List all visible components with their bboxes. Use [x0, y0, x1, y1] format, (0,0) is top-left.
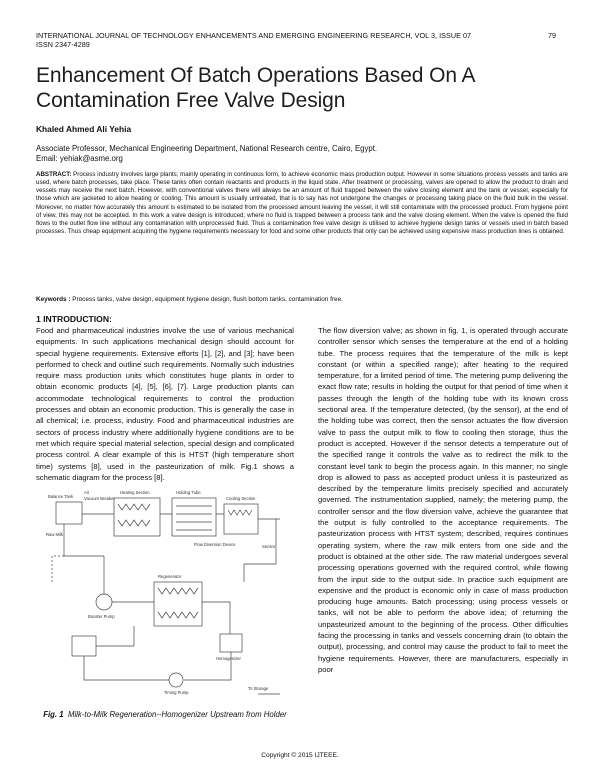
timing-pump-shape [169, 673, 183, 687]
figure-label: Cooling Section [226, 496, 256, 501]
section-heading: 1 INTRODUCTION: [36, 314, 112, 324]
figure-label: Regenerator [158, 574, 182, 579]
abstract [36, 171, 568, 236]
journal-header [36, 31, 556, 49]
author-name: Khaled Ahmed Ali Yehia [36, 124, 132, 134]
figure-diagram [44, 484, 292, 706]
abstract-text: Process industry involves large plants; mainly operating in continuous form, to achieve economic mass production output. However in some situations process vessels and tanks are used, where batch processes, take place. These tanks often contain reactants and products in the liquid state. After treatment or processing, valves are opened to allow the product to drain and vessels may receive the next batch. However, with conventional valves there will always be an amount of fluid trapped between the valve closing element and the tank or vessel, especially for those which are jacketed to allow heating or cooling. This amount is usually untreated, that is to say has not undergone the changes or processing taking place on the fluid bulk in the vessel. Moreover, no matter how accurately this amount is estimated to be isolated from the processed amount leaving the vessel, it will still contaminate with the processed product. From hygiene point of view, this may not be accepted. In this work a valve design is introduced; where no fluid is trapped between a process tank and the valve closing element. When the valve is opened the fluid flows to the outlet flow line without any contamination with unprocessed fluid. Thus a contamination free valve design is utilised to achieve hygiene design tanks or vessels used in batch based processes. Thus cheap equipment acquiring the hygiene requirements necessary for food and some other products that only can be achieved using expensive mass production lines is obtained. [36, 171, 568, 236]
pump-shape [96, 594, 112, 610]
journal-issn: ISSN 2347-4289 [36, 40, 90, 49]
figure-label: Homogenizer [216, 656, 241, 661]
figure-label: Raw Milk [46, 532, 63, 537]
balance-tank-shape [56, 502, 82, 524]
figure-label: Air [84, 490, 90, 495]
diversion-valve-shape [72, 636, 96, 656]
page-footer: Copyright © 2015 IJTEEE. [261, 752, 339, 759]
figure-caption [36, 710, 294, 720]
figure-label: Holding Tube [176, 490, 201, 495]
figure-label: Flow Diversion Device [194, 542, 236, 547]
figure-label: Booster Pump [88, 614, 115, 619]
cooling-section-shape [224, 504, 258, 534]
regenerator-shape [154, 582, 202, 626]
homogenizer-shape [220, 634, 242, 652]
abstract-label: ABSTRACT: [36, 171, 72, 178]
keywords [36, 296, 568, 304]
paper-title: Enhancement Of Batch Operations Based On A Contamination Free Valve Design [36, 64, 475, 112]
intro-right-column: The flow diversion valve; as shown in fig. 1, is operated through accurate controller sensor which senses the temperature at the end of a holding tube. The process requires that the temperature of the milk is kept constant (or within a specified range); after heating to the required temperature, for a limited period of time. The metering pump delivering the exact flow rate; results in holding the output for that period of time when it passes through the length of the holding tube with its known cross sectional area. If the temperature detected, (by the sensor), at the end of the holding tube was correct, then the sensor actuates the flow diversion valve to pass the output milk to flow to cooling then storage, thus the product is accepted. However if the sensor detects a temperature out of the specified range it controls the valve as to redirect the milk to the constant level tank to begin the process again. In this manner; no single drop is allowed to pass as accepted product unless it is pasteurized as described by the temperature limits precisely specified and accurately governed. The instrumentation supplied, namely; the metering pump, the controller sensor and the flow diversion valve, achieve the guarantee that the output is fully controlled to the acceptance requirements. The pasteurization process with HTST system; described, requires continues operating system, where the raw milk enters from one side and the product is obtained at the other side. The raw material undergoes several processing operations governed with the required control, while flowing from the input side to the output side. In practice such equipment are expensive and the product is economic only in case of mass production producing huge amounts. Batch processing; using process vessels or tanks, will not be able to perform the above idea; of returning the unpasteurized amount to the beginning of the process. Other difficulties facing the processing in tanks and vessels concerning drain (to obtain the output), processing, and control may cause the product to fail to meet the hygiene requirements. However, there are manufacturers, especially in poor [318, 326, 568, 674]
intro-left-column: Food and pharmaceutical industries involve the use of various mechanical equipments. In such applications mechanical design should account for special hygiene requirements. Extensive efforts [1], [2], and [3]; have been performed to check and outline such requirements. Normally such industries require mass production units which constitutes huge plants in order to obtain economic products [4], [5], [6], [7]. Large production plants can accommodate technological requirements to control the production processes and obtain an economic production. This is generally the case in all chemical; i.e. process, industry. Food and pharmaceutical industries are sectors of process industry where additionally hygiene conditions are to be met which require special material selection, special design and complicated process control. A clear example of this is HTST (high temperature short time) systems [8], used in the pasteurization of milk. Fig.1 shows a schematic diagram for the process [8]. [36, 326, 294, 482]
figure-caption-text: Milk-to-Milk Regeneration--Homogenizer Upstream from Holder [67, 710, 287, 719]
htst-schematic [44, 484, 292, 706]
journal-title: INTERNATIONAL JOURNAL OF TECHNOLOGY ENHANCEMENTS AND EMERGING ENGINEERING RESEARCH, VOL 3, ISSUE 07 [36, 31, 472, 40]
keywords-label: Keywords : [36, 296, 71, 303]
figure-label: Sensor [262, 544, 276, 549]
figure-label: Vacuum Breaker [84, 496, 115, 501]
keywords-text: Process tanks, valve design, equipment hygiene design, flush bottom tanks, contamination free. [70, 296, 343, 303]
figure-label: Heating Section [120, 490, 150, 495]
figure-caption-label: Fig. 1 [43, 710, 64, 719]
author-affiliation: Associate Professor, Mechanical Engineering Department, National Research centre, Cairo, Egypt. [36, 144, 378, 153]
author-affiliation-block [36, 144, 576, 163]
figure-label: Balance Tank [48, 494, 74, 499]
page-number: 79 [548, 31, 556, 40]
heating-section-shape [114, 498, 160, 536]
figure-label: Timing Pump [164, 690, 189, 695]
author-email: Email: yehiak@asme.org [36, 153, 123, 163]
figure-label: To Storage [248, 686, 269, 691]
